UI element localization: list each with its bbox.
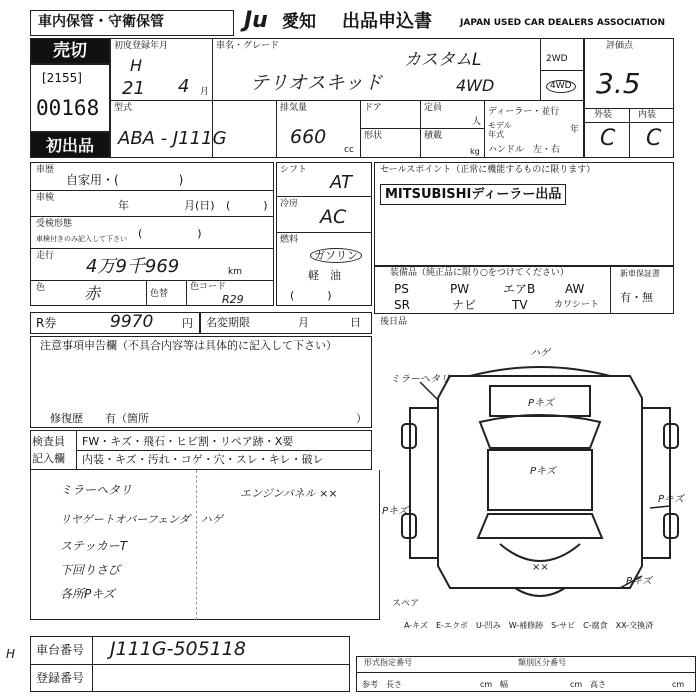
registration-era: H	[130, 56, 143, 75]
name-change-label: 名変期限	[206, 316, 250, 329]
length-unit: cm	[480, 680, 493, 689]
dealer-label: ディーラー・並行	[488, 107, 560, 117]
equip-ps: PS	[394, 282, 409, 296]
warranty-value: 有・無	[620, 291, 653, 304]
history-value: 自家用・( )	[66, 173, 184, 187]
status-text: 売切	[53, 41, 87, 61]
logo-mark: Ju	[244, 8, 268, 33]
warranty-label: 新車保証書	[620, 269, 660, 278]
color-value: 赤	[84, 284, 101, 303]
aircon-value: AC	[320, 206, 347, 228]
registration-month-unit: 月	[200, 87, 210, 97]
fuel-gas: ガソリン	[310, 248, 362, 263]
selling-points-label: セールスポイント（正常に機能するものに限ります）	[380, 165, 596, 175]
fuel-diesel: 軽 油	[308, 269, 341, 282]
equip-navi: ナビ	[452, 298, 477, 312]
width-unit: cm	[570, 680, 583, 689]
color-swap-label: 色替	[150, 289, 169, 299]
shaken-paren: ( )	[226, 199, 268, 212]
rear-seat-label: 後日品	[380, 317, 408, 327]
recycle-label: R券	[36, 316, 57, 330]
inspector-row-2: 内装・キズ・汚れ・コゲ・穴・スレ・キレ・破レ	[82, 453, 324, 466]
chassis-value: J111G-505118	[110, 638, 246, 660]
spare-tire-outline	[515, 588, 565, 596]
color-code-label: 色コード	[190, 282, 227, 292]
shaken-month: 月(日)	[184, 199, 215, 212]
handwritten-note-2: リヤゲートオバーフェンダ ハゲ	[60, 513, 223, 526]
inspector-label-2: 記入欄	[32, 452, 65, 465]
engine-unit: cc	[344, 145, 354, 155]
car-name: テリオスキッド	[250, 72, 383, 94]
car-name-label: 車名・グレード	[216, 41, 280, 51]
handwritten-note-5: 各所Pキズ	[60, 587, 115, 601]
chassis-label: 車台番号	[36, 643, 85, 657]
capacity-unit: 人	[472, 117, 482, 127]
history-label: 車歴	[36, 165, 55, 175]
designation-label: 形式指定番号	[364, 658, 412, 667]
selling-points-text: MITSUBISHIディーラー出品	[380, 184, 566, 205]
car-drive: 4WD	[456, 76, 495, 95]
shift-label: シフト	[280, 165, 308, 175]
exterior-label: 外装	[594, 110, 613, 120]
inspection-note: 車検付きのみ記入して下さい	[36, 235, 127, 243]
left-side-outline	[410, 408, 438, 558]
logo-region: 愛知	[282, 12, 316, 32]
rear-window-outline	[478, 514, 602, 538]
drive-4wd-label: 4WD	[546, 80, 576, 93]
interior-grade: C	[646, 126, 662, 151]
exterior-grade: C	[600, 126, 616, 151]
interior-label: 内装	[638, 110, 657, 120]
handwritten-note-4: 下回りさび	[60, 563, 121, 577]
model-value: ABA - J111G	[118, 128, 227, 149]
notes-label: 注意事項申告欄（不具合内容等は具体的に記入して下さい）	[40, 339, 337, 352]
score-value: 3.5	[596, 67, 641, 100]
model-year-unit: 年	[570, 125, 580, 135]
diagram-note-hood: Pキズ	[528, 398, 554, 409]
storage-label: 車内保管・守衛保管	[38, 14, 164, 30]
diagram-note-spare: スペア	[392, 599, 420, 609]
equip-airbag: エアB	[503, 282, 536, 296]
inspector-row-1: FW・キズ・飛石・ヒビ割・リペア跡・X要	[82, 435, 294, 448]
recycle-unit: 円	[182, 317, 193, 330]
fuel-label: 燃料	[280, 235, 299, 245]
car-damage-diagram	[380, 338, 698, 620]
shaken-label: 車検	[36, 193, 55, 203]
mileage-label: 走行	[36, 251, 55, 261]
ref-label: 参考	[362, 680, 378, 689]
diagram-note-rear: ××	[532, 562, 549, 573]
model-label: 型式	[114, 103, 133, 113]
model-year-label-1: モデル	[488, 121, 512, 130]
inspection-paren: ( )	[138, 227, 202, 240]
handle-label: ハンドル 左・右	[488, 145, 561, 155]
selling-points-box	[374, 162, 674, 266]
diagram-note-roof-top: ハゲ	[530, 348, 550, 359]
fuel-paren: ( )	[290, 289, 332, 302]
inspection-label: 受検形態	[36, 219, 73, 229]
right-side-outline	[642, 408, 670, 558]
equip-aw: AW	[565, 282, 585, 296]
mileage-unit: km	[228, 267, 242, 277]
first-listing-text: 初出品	[45, 136, 94, 155]
form-title: 出品申込書	[342, 11, 432, 32]
car-grade: カスタムL	[404, 50, 482, 70]
mileage-value: 4万9千969	[86, 256, 180, 277]
width-label: 幅	[500, 680, 508, 689]
shaken-year: 年	[118, 199, 129, 212]
registration-month: 4	[178, 76, 190, 97]
diagram-note-roof: Pキズ	[530, 466, 556, 477]
diagram-note-rear-right: Pキズ	[626, 576, 652, 587]
first-listing-badge	[30, 132, 110, 158]
name-change-month: 月	[298, 316, 309, 329]
color-label: 色	[36, 283, 46, 293]
front-bumper-outline	[470, 367, 610, 376]
status-badge	[30, 38, 110, 64]
note-arrow-side-right	[650, 506, 670, 508]
shift-block	[276, 162, 372, 306]
aircon-label: 冷房	[280, 199, 299, 209]
inspector-label-1: 検査員	[32, 435, 65, 448]
class-label: 類別区分番号	[518, 658, 566, 667]
drive-2wd-label: 2WD	[546, 54, 568, 64]
plate-label: 登録番号	[36, 671, 85, 685]
equip-tv: TV	[512, 298, 528, 312]
score-label: 評価点	[606, 41, 634, 51]
capacity-label: 定員	[424, 103, 443, 113]
windshield-outline	[480, 415, 600, 448]
height-unit: cm	[672, 680, 685, 689]
damage-legend: A-キズ E-エクボ U-凹み W-補修跡 S-サビ C-腐食 XX-交換済	[404, 621, 654, 630]
diagram-note-side-left: Pキズ	[382, 506, 408, 517]
color-code: R29	[222, 293, 244, 306]
handwritten-note-1: ミラーヘタリ	[60, 483, 133, 497]
center-note: エンジンパネル ××	[240, 487, 338, 500]
load-label: 積載	[424, 131, 443, 141]
chassis-corner-mark: H	[6, 647, 16, 661]
diagram-note-side-right: Pキズ	[658, 494, 684, 505]
model-year-label-2: 年式	[488, 130, 504, 139]
equipment-label: 装備品（純正品に限り○をつけてください）	[390, 268, 569, 278]
handwritten-note-3: ステッカーT	[60, 539, 128, 553]
name-change-day: 日	[350, 316, 361, 329]
repair-history: 修復歴 有（箇所	[50, 412, 149, 425]
equip-leather-seat: カワシート	[554, 300, 600, 310]
engine-value: 660	[290, 126, 327, 148]
tailgate-outline	[500, 544, 580, 561]
equip-pw: PW	[450, 282, 470, 296]
registration-label: 初度登録年月	[114, 41, 169, 51]
length-label: 長さ	[386, 680, 402, 689]
door-label: ドア	[364, 103, 382, 113]
load-unit: kg	[470, 147, 480, 156]
roof-outline	[488, 450, 592, 510]
association-name: JAPAN USED CAR DEALERS ASSOCIATION	[460, 18, 665, 28]
registration-year: 21	[122, 78, 145, 99]
equip-sr: SR	[394, 298, 410, 312]
diagram-note-mirror: ミラーヘタリ	[390, 374, 450, 385]
ref-number: [2155]	[42, 71, 82, 85]
height-label: 高さ	[590, 680, 606, 689]
lot-number: 00168	[36, 96, 100, 120]
shift-value: AT	[330, 172, 352, 193]
shape-label: 形状	[364, 131, 383, 141]
recycle-value: 9970	[110, 312, 154, 332]
repair-history-close: ）	[356, 412, 367, 425]
engine-label: 排気量	[280, 103, 308, 113]
